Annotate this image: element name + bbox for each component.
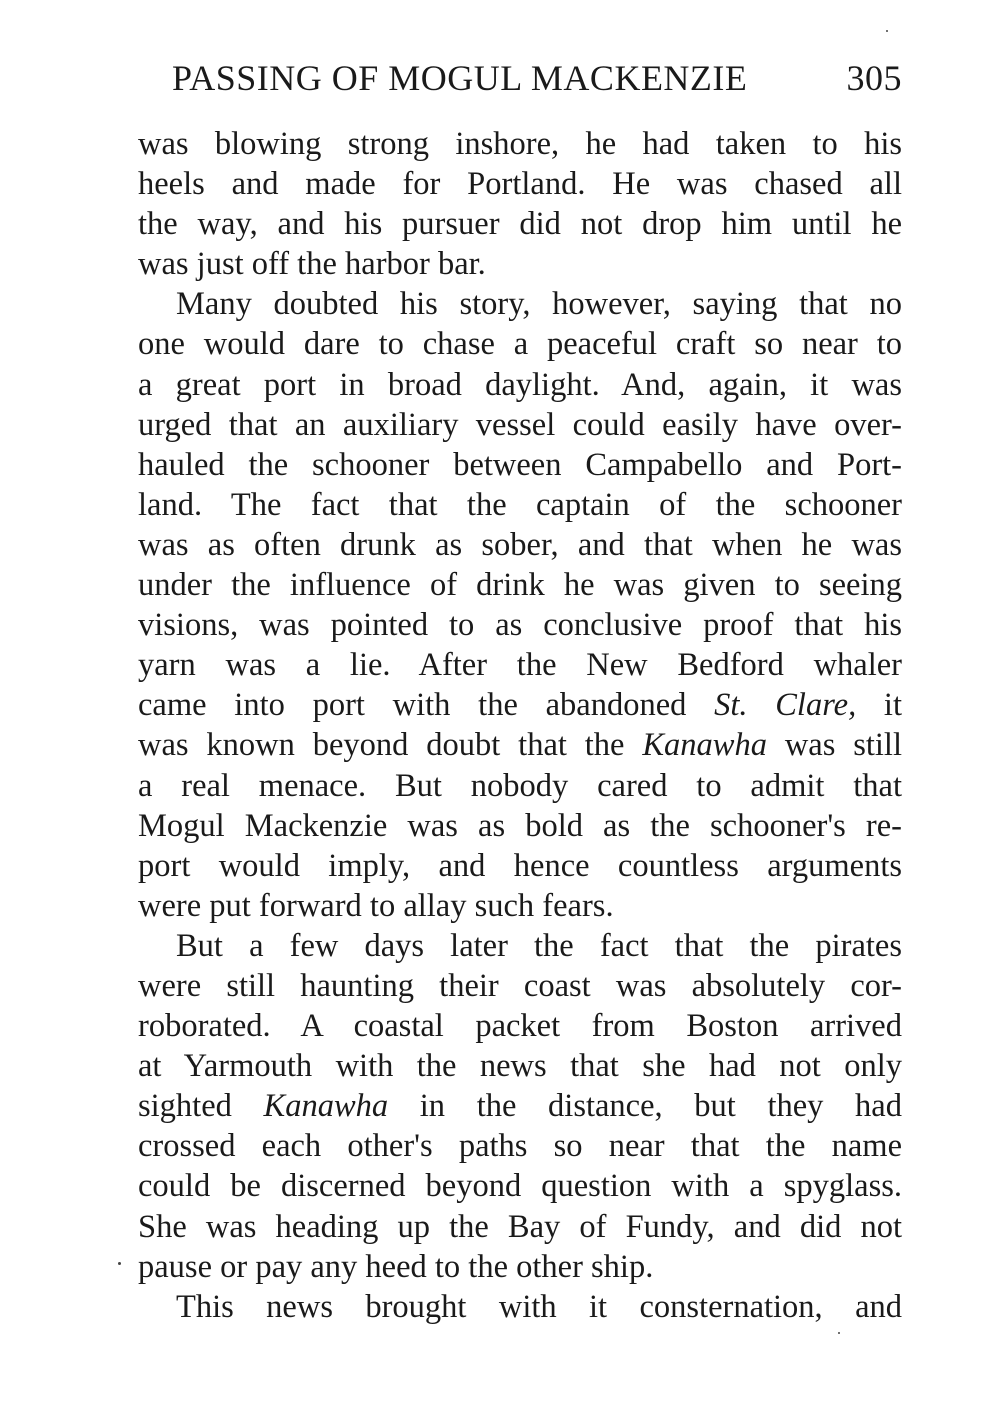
text-segment: it — [856, 687, 902, 724]
ship-name-italic: Kanawha — [263, 1088, 389, 1125]
text-line: yarn was a lie. After the New Bedford whaler — [138, 647, 902, 684]
text-segment: in the distance, but they had — [388, 1088, 902, 1125]
text-line: Mogul Mackenzie was as bold as the schooner's re- — [138, 807, 902, 844]
text-line: This news brought with it consternation, and — [176, 1288, 902, 1325]
text-line: urged that an auxiliary vessel could easily have over- — [138, 406, 902, 443]
ship-name-italic: Kanawha — [642, 727, 767, 764]
text-line: But a few days later the fact that the pirates — [176, 927, 902, 964]
text-line: under the influence of drink he was given to seeing — [138, 567, 902, 604]
text-line: land. The fact that the captain of the schooner — [138, 486, 902, 523]
paper-speck — [886, 30, 888, 32]
text-line: pause or pay any heed to the other ship. — [138, 1248, 654, 1285]
text-line: one would dare to chase a peaceful craft so near to — [138, 326, 902, 363]
chapter-title: PASSING OF MOGUL MACKENZIE — [172, 58, 748, 98]
ship-name-italic: St. Clare, — [714, 687, 857, 724]
text-line — [138, 725, 902, 765]
text-line: crossed each other's paths so near that the name — [138, 1128, 902, 1165]
text-line: heels and made for Portland. He was chased all — [138, 166, 902, 203]
text-line: visions, was pointed to as conclusive proof that his — [138, 607, 902, 644]
text-line — [138, 685, 902, 725]
text-line: was blowing strong inshore, he had taken to his — [138, 126, 902, 162]
text-line: port would imply, and hence countless arguments — [138, 847, 902, 884]
body-text — [138, 124, 902, 1327]
text-line: a great port in broad daylight. And, again, it was — [138, 366, 902, 403]
page-number: 305 — [846, 58, 902, 98]
text-line: the way, and his pursuer did not drop him until he — [138, 206, 902, 243]
text-line: hauled the schooner between Campabello and Port- — [138, 446, 902, 483]
text-segment: was known beyond doubt that the — [138, 727, 643, 764]
text-line — [138, 1086, 902, 1126]
paper-speck — [838, 1332, 840, 1334]
text-line: were put forward to allay such fears. — [138, 887, 614, 924]
text-line: were still haunting their coast was absolutely cor- — [138, 967, 902, 1004]
text-line: Many doubted his story, however, saying that no — [176, 286, 902, 323]
text-line: a real menace. But nobody cared to admit that — [138, 767, 902, 804]
text-line: could be discerned beyond question with a spyglass. — [138, 1168, 902, 1205]
text-line: was as often drunk as sober, and that when he was — [138, 526, 902, 563]
text-segment: was still — [766, 727, 902, 764]
text-segment: came into port with the abandoned — [138, 687, 715, 724]
paper-speck — [118, 1262, 121, 1265]
text-line: She was heading up the Bay of Fundy, and did not — [138, 1208, 902, 1245]
text-line: was just off the harbor bar. — [138, 246, 486, 283]
text-segment: sighted — [138, 1088, 264, 1125]
text-line: roborated. A coastal packet from Boston arrived — [138, 1008, 902, 1045]
text-line: at Yarmouth with the news that she had not only — [138, 1048, 902, 1085]
